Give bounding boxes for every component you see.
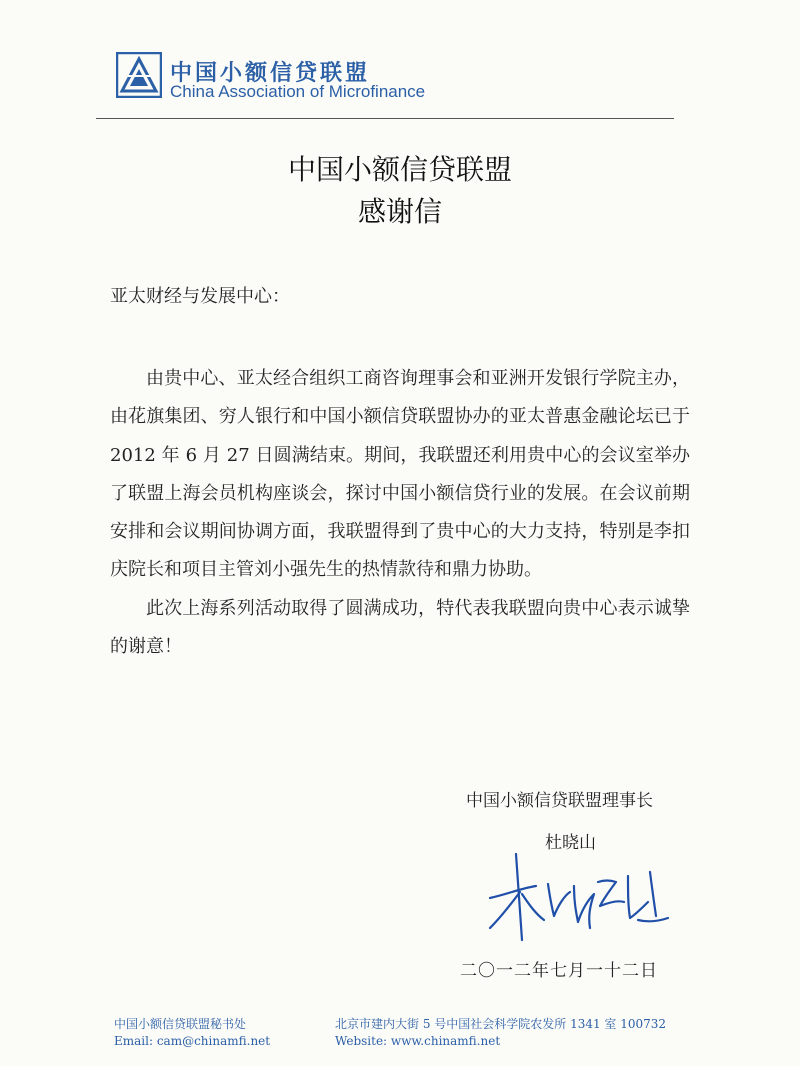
body-paragraph: 由贵中心、亚太经合组织工商咨询理事会和亚洲开发银行学院主办，由花旗集团、穷人银行和中国小额信贷联盟协办的亚太普惠金融论坛已于 2012 年 6 月 27 日圆满结束。期间，我联盟还利用贵中心的会议室举办了联盟上海会员机构座谈会，探讨中国小额信贷行业的发展。在会议前期安排和会议期间协调方面，我联盟得到了贵中心的大力支持，特别是李扣庆院长和项目主管刘小强先生的热情款待和鼎力协助。 — [110, 368, 690, 581]
footer-secretariat-name: 中国小额信贷联盟秘书处 — [114, 1017, 247, 1031]
handwritten-signature-icon — [478, 836, 678, 956]
footer-website: Website: www.chinamfi.net — [335, 1034, 501, 1048]
letter-title-org: 中国小额信贷联盟 — [287, 153, 512, 186]
org-name-cn: 中国小额信贷联盟 — [170, 61, 371, 86]
letter-date: 二〇一二年七月一十二日 — [460, 961, 658, 981]
letter-body — [110, 360, 690, 666]
signer-name: 杜晓山 — [545, 833, 596, 853]
org-name-en: China Association of Microfinance — [170, 82, 426, 101]
footer-address-line: 北京市建内大街 5 号中国社会科学院农发所 1341 室 100732 — [335, 1017, 667, 1031]
signer-title: 中国小额信贷联盟理事长 — [466, 791, 653, 811]
footer-address — [335, 1016, 666, 1050]
header-divider — [96, 118, 674, 119]
footer-email: Email: cam@chinamfi.net — [114, 1034, 271, 1048]
cam-logo-icon — [116, 52, 162, 98]
footer-secretariat — [114, 1016, 270, 1050]
letter-title: 感谢信 — [357, 195, 442, 228]
salutation: 亚太财经与发展中心： — [110, 286, 290, 307]
body-paragraph: 此次上海系列活动取得了圆满成功，特代表我联盟向贵中心表示诚挚的谢意！ — [110, 597, 690, 658]
